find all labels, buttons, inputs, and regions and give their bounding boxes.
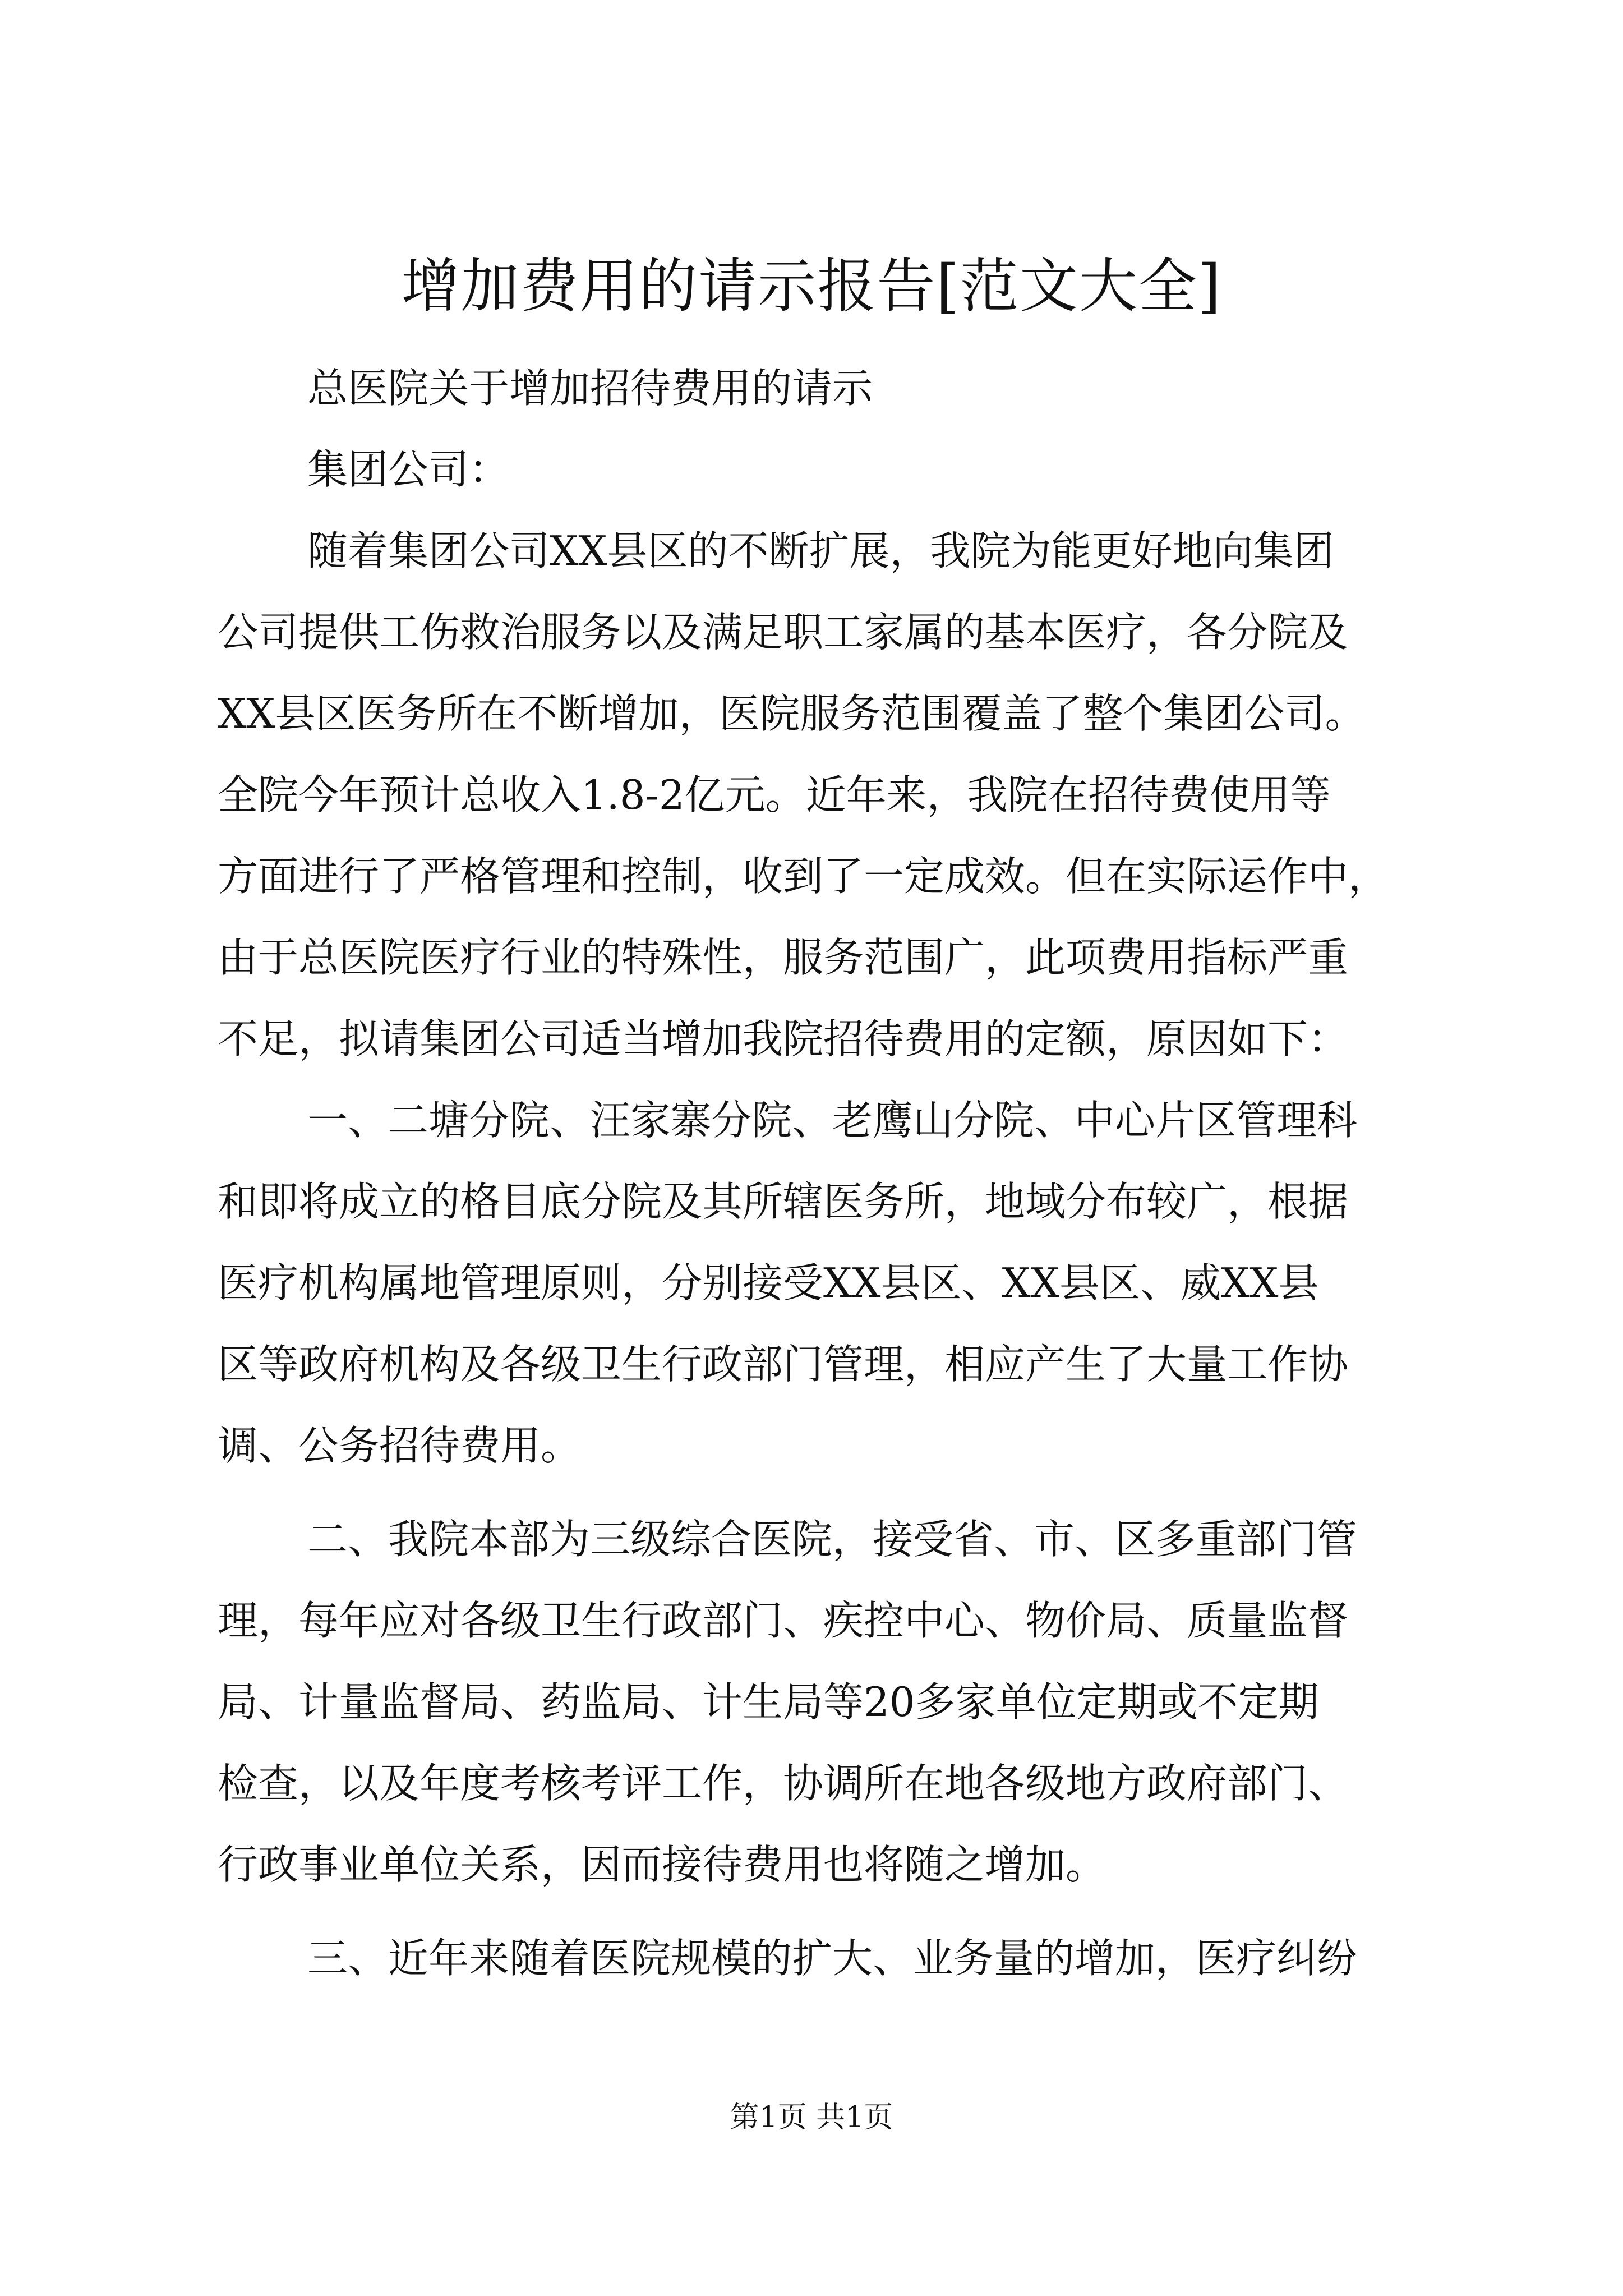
paragraph-3	[218, 1499, 1423, 1906]
paragraph-2	[218, 1080, 1423, 1487]
salutation: 集团公司：	[307, 446, 510, 493]
page-footer: 第1页 共1页	[730, 2101, 893, 2134]
paragraph-line: 局、计量监督局、药监局、计生局等20多家单位定期或不定期	[218, 1678, 1319, 1726]
paragraph-line: 方面进行了严格管理和控制，收到了一定成效。但在实际运作中，	[218, 853, 1389, 900]
paragraph-line: 医疗机构属地管理原则，分别接受XX县区、XX县区、威XX县	[218, 1259, 1319, 1306]
paragraph-line: 调、公务招待费用。	[218, 1422, 582, 1469]
document-body	[218, 348, 1423, 1999]
paragraph-1	[218, 510, 1423, 1080]
paragraph-line: 随着集团公司XX县区的不断扩展，我院为能更好地向集团	[307, 527, 1334, 574]
paragraph-line: 全院今年预计总收入1.8-2亿元。近年来，我院在招待费使用等	[218, 771, 1331, 818]
paragraph-line: 公司提供工伤救治服务以及满足职工家属的基本医疗，各分院及	[218, 609, 1349, 656]
paragraph-line: 不足，拟请集团公司适当增加我院招待费用的定额，原因如下：	[218, 1015, 1349, 1062]
paragraph-line: 行政事业单位关系，因而接待费用也将随之增加。	[218, 1841, 1106, 1888]
paragraph-line: 三、近年来随着医院规模的扩大、业务量的增加，医疗纠纷	[307, 1935, 1358, 1982]
paragraph-line: 和即将成立的格目底分院及其所辖医务所，地域分布较广，根据	[218, 1178, 1349, 1225]
paragraph-line: XX县区医务所在不断增加，医院服务范围覆盖了整个集团公司。	[218, 690, 1366, 737]
paragraph-4	[218, 1918, 1423, 1999]
document-subtitle: 总医院关于增加招待费用的请示	[307, 365, 873, 412]
paragraph-line: 二、我院本部为三级综合医院，接受省、市、区多重部门管	[307, 1516, 1358, 1563]
paragraph-line: 理，每年应对各级卫生行政部门、疾控中心、物价局、质量监督	[218, 1597, 1349, 1644]
document-title: 增加费用的请示报告[范文大全]	[401, 252, 1222, 320]
paragraph-line: 检查，以及年度考核考评工作，协调所在地各级地方政府部门、	[218, 1760, 1349, 1807]
paragraph-line: 区等政府机构及各级卫生行政部门管理，相应产生了大量工作协	[218, 1341, 1349, 1388]
paragraph-line: 由于总医院医疗行业的特殊性，服务范围广，此项费用指标严重	[218, 934, 1349, 981]
paragraph-line: 一、二塘分院、汪家寨分院、老鹰山分院、中心片区管理科	[307, 1097, 1358, 1144]
